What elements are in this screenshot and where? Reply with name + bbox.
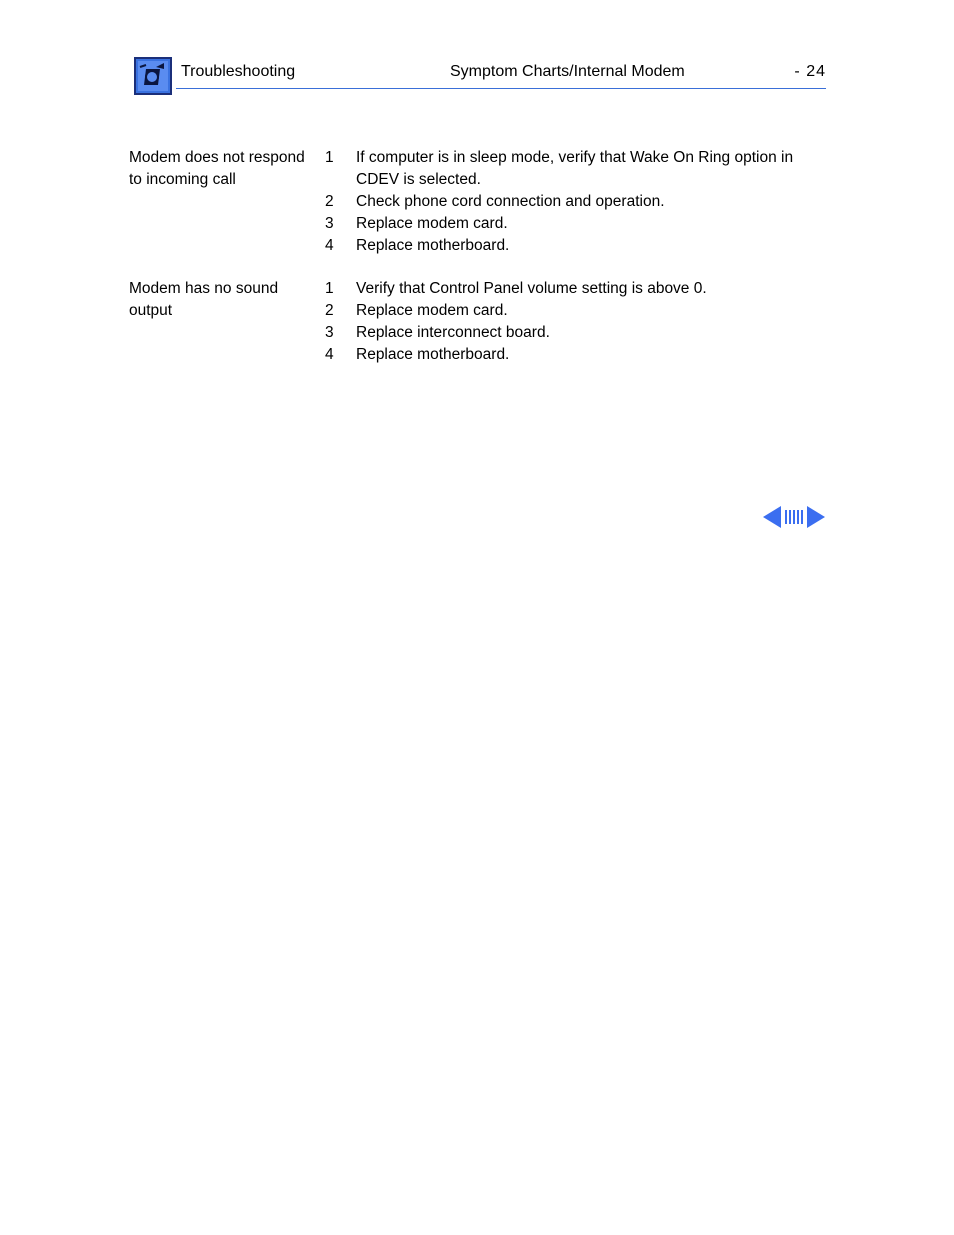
step-number: 4 [325,346,334,363]
page-title: Symptom Charts/Internal Modem [450,63,685,80]
header-rule [176,88,826,89]
page-header [134,57,826,97]
step-number: 3 [325,324,334,341]
page-number: - 24 [794,63,826,80]
symptom-label: Modem has no sound output [129,280,279,319]
step-number: 2 [325,193,334,210]
symptom-chart [129,147,829,387]
step-number: 1 [325,149,334,166]
step-text: Replace modem card. [356,215,508,232]
step-item [317,322,829,344]
step-text: Replace motherboard. [356,346,510,363]
step-text: Replace interconnect board. [356,324,550,341]
step-list [317,147,829,257]
step-text: Replace motherboard. [356,237,510,254]
symptom-block [129,147,829,257]
step-item [317,147,829,191]
step-number: 1 [325,280,334,297]
step-text: Replace modem card. [356,302,508,319]
step-item [317,300,829,322]
troubleshooting-icon [134,57,172,95]
step-item [317,191,829,213]
section-title: Troubleshooting [181,63,296,80]
step-item [317,213,829,235]
next-page-arrow-icon[interactable] [807,506,825,528]
index-bars-icon[interactable] [785,510,803,524]
symptom-block [129,278,829,366]
step-number: 3 [325,215,334,232]
symptom-label: Modem does not respond to incoming call [129,149,305,188]
page-navigation [763,506,825,528]
step-item [317,278,829,300]
step-number: 4 [325,237,334,254]
step-text: Verify that Control Panel volume setting is above 0. [356,280,707,297]
step-text: Check phone cord connection and operation. [356,193,665,210]
step-text: If computer is in sleep mode, verify that Wake On Ring option in CDEV is selected. [356,149,794,188]
previous-page-arrow-icon[interactable] [763,506,781,528]
step-item [317,344,829,366]
step-number: 2 [325,302,334,319]
step-list [317,278,829,366]
step-item [317,235,829,257]
